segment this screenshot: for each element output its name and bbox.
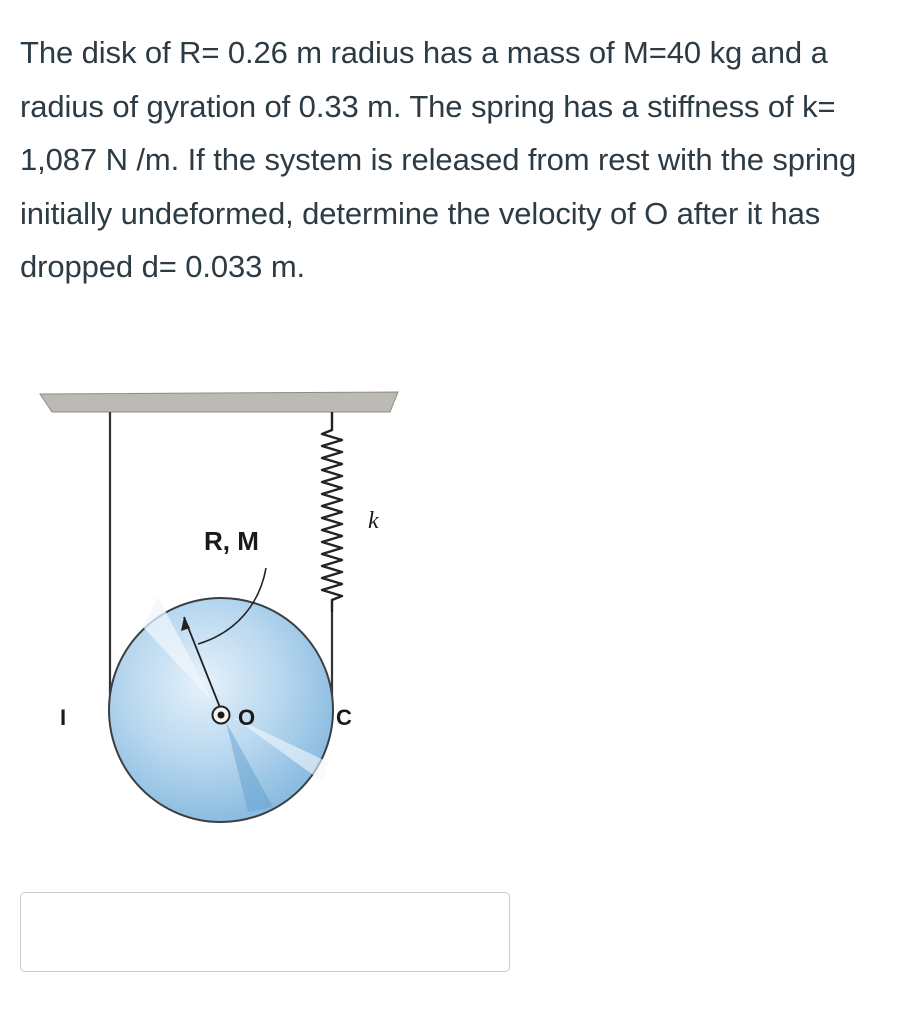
- label-c: C: [336, 705, 352, 730]
- pulley-diagram: [38, 382, 404, 842]
- question-text: The disk of R= 0.26 m radius has a mass of M=40 kg and a radius of gyration of 0.33 m. The spring has a stiffness of k= 1,087 N /m. If the system is released from rest with the spring initially undeformed, determine the velocity of O after it has dropped d= 0.033 m.: [20, 35, 857, 284]
- problem-figure: [38, 382, 404, 842]
- label-rm: R, M: [204, 526, 259, 556]
- label-o: O: [238, 705, 256, 730]
- label-i: I: [60, 705, 67, 730]
- spring: [322, 412, 342, 612]
- ceiling-support: [40, 392, 398, 412]
- answer-input[interactable]: [20, 892, 510, 972]
- hub-inner: [218, 712, 225, 719]
- label-k: k: [368, 508, 379, 534]
